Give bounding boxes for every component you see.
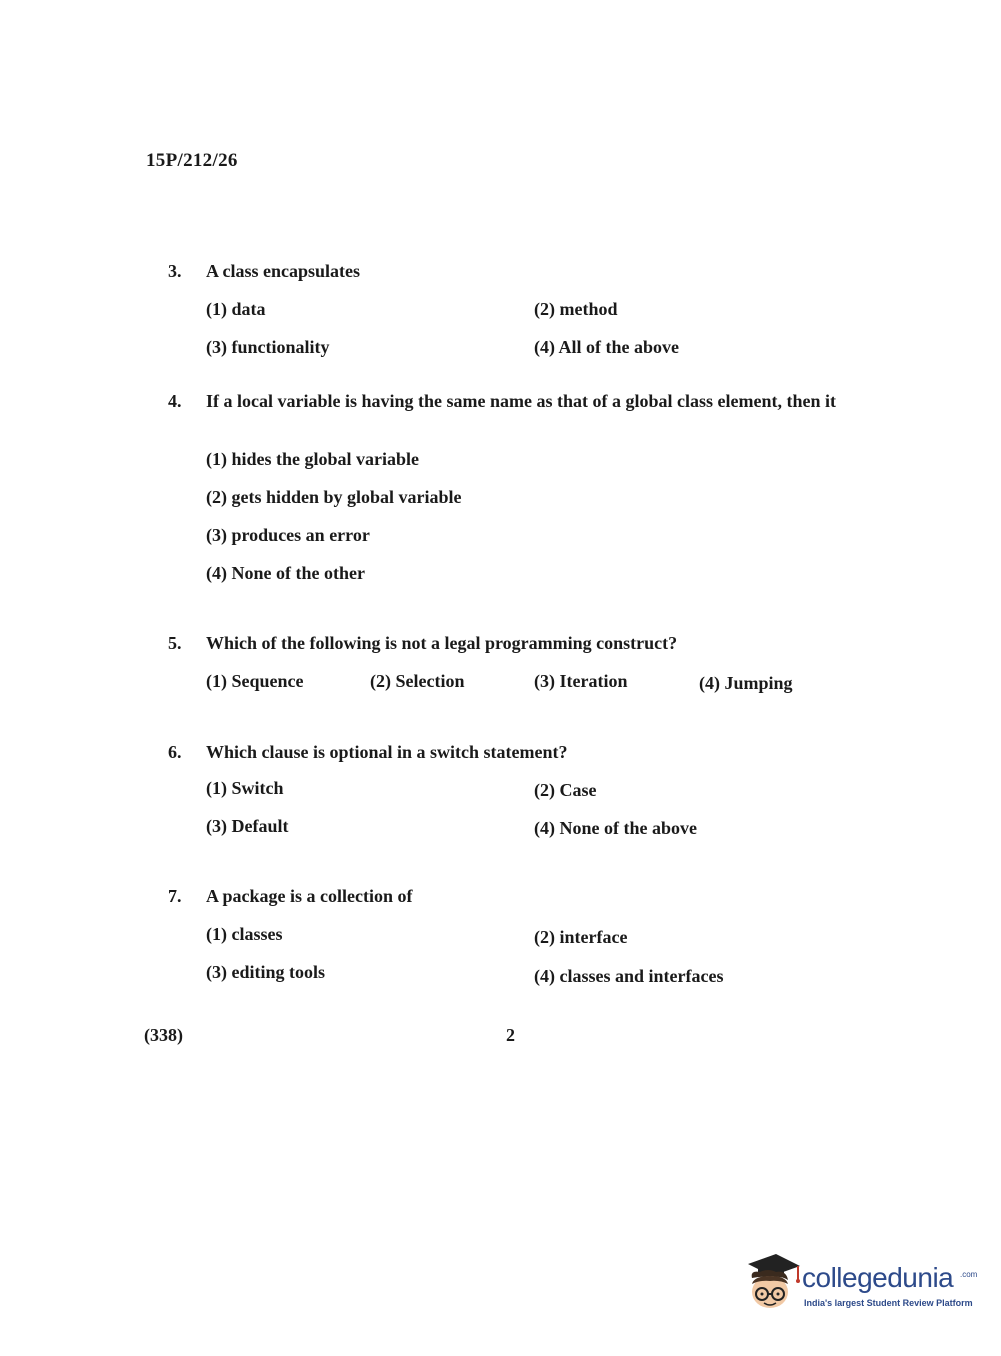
option-3 bbox=[206, 525, 370, 546]
option-text: gets hidden by global variable bbox=[231, 487, 462, 507]
option-1 bbox=[206, 924, 283, 945]
option-text: None of the above bbox=[559, 818, 697, 838]
option-1 bbox=[206, 449, 419, 470]
option-label: (4) bbox=[699, 673, 720, 693]
option-label: (3) bbox=[206, 525, 227, 545]
option-2 bbox=[534, 299, 618, 320]
option-1 bbox=[206, 778, 284, 799]
option-text: data bbox=[231, 299, 266, 319]
option-text: hides the global variable bbox=[231, 449, 420, 469]
option-text: Sequence bbox=[231, 671, 304, 691]
option-text: classes bbox=[231, 924, 283, 944]
option-3 bbox=[206, 962, 325, 983]
option-label: (2) bbox=[534, 299, 555, 319]
option-label: (1) bbox=[206, 449, 227, 469]
question-6 bbox=[168, 742, 898, 842]
option-1 bbox=[206, 299, 266, 320]
option-4 bbox=[534, 337, 679, 358]
option-label: (1) bbox=[206, 671, 227, 691]
option-4 bbox=[534, 818, 697, 839]
option-text: Switch bbox=[231, 778, 284, 798]
option-label: (3) bbox=[534, 671, 555, 691]
option-text: Case bbox=[559, 780, 597, 800]
option-text: Selection bbox=[395, 671, 465, 691]
option-2 bbox=[370, 671, 465, 692]
option-4 bbox=[699, 673, 793, 694]
option-label: (4) bbox=[206, 563, 227, 583]
question-7 bbox=[168, 886, 898, 986]
option-3 bbox=[534, 671, 627, 692]
option-text: editing tools bbox=[231, 962, 326, 982]
option-label: (2) bbox=[534, 927, 555, 947]
question-text: Which clause is optional in a switch statement? bbox=[206, 742, 568, 762]
option-3 bbox=[206, 816, 289, 837]
question-number: 4. bbox=[168, 391, 182, 411]
question-number: 6. bbox=[168, 742, 182, 762]
option-label: (4) bbox=[534, 337, 555, 357]
option-label: (4) bbox=[534, 966, 555, 986]
page-number: 2 bbox=[506, 1025, 515, 1045]
footer-code: (338) bbox=[144, 1025, 183, 1045]
option-1 bbox=[206, 671, 304, 692]
option-label: (3) bbox=[206, 816, 227, 836]
question-number: 5. bbox=[168, 633, 182, 653]
option-text: None of the other bbox=[231, 563, 365, 583]
logo-tagline: India's largest Student Review Platform bbox=[804, 1298, 973, 1308]
question-number: 7. bbox=[168, 886, 182, 906]
option-text: produces an error bbox=[231, 525, 370, 545]
option-label: (4) bbox=[534, 818, 555, 838]
option-2 bbox=[206, 487, 462, 508]
question-4 bbox=[168, 391, 898, 591]
option-3 bbox=[206, 337, 330, 358]
question-3 bbox=[168, 261, 898, 371]
question-text: Which of the following is not a legal programming construct? bbox=[206, 633, 678, 653]
question-text: If a local variable is having the same name as that of a global class element, then it bbox=[206, 391, 836, 411]
option-label: (1) bbox=[206, 778, 227, 798]
paper-code: 15P/212/26 bbox=[146, 150, 238, 171]
question-text: A package is a collection of bbox=[206, 886, 413, 906]
question-number: 3. bbox=[168, 261, 182, 281]
option-2 bbox=[534, 927, 627, 948]
option-text: Default bbox=[231, 816, 289, 836]
option-label: (1) bbox=[206, 299, 227, 319]
option-text: All of the above bbox=[558, 337, 680, 357]
option-label: (2) bbox=[534, 780, 555, 800]
option-4 bbox=[206, 563, 365, 584]
option-text: Iteration bbox=[559, 671, 628, 691]
mascot-icon bbox=[742, 1250, 802, 1320]
option-label: (1) bbox=[206, 924, 227, 944]
option-label: (2) bbox=[370, 671, 391, 691]
logo-domain-suffix: .com bbox=[960, 1270, 978, 1279]
option-2 bbox=[534, 780, 597, 801]
collegedunia-logo bbox=[742, 1250, 978, 1320]
option-text: functionality bbox=[231, 337, 330, 357]
logo-brand-text: collegedunia bbox=[802, 1262, 954, 1293]
option-text: interface bbox=[559, 927, 628, 947]
option-4 bbox=[534, 966, 723, 987]
option-text: Jumping bbox=[724, 673, 793, 693]
option-text: classes and interfaces bbox=[559, 966, 724, 986]
question-text: A class encapsulates bbox=[206, 261, 361, 281]
option-label: (3) bbox=[206, 962, 227, 982]
option-text: method bbox=[559, 299, 618, 319]
question-5 bbox=[168, 633, 898, 703]
option-label: (2) bbox=[206, 487, 227, 507]
option-label: (3) bbox=[206, 337, 227, 357]
